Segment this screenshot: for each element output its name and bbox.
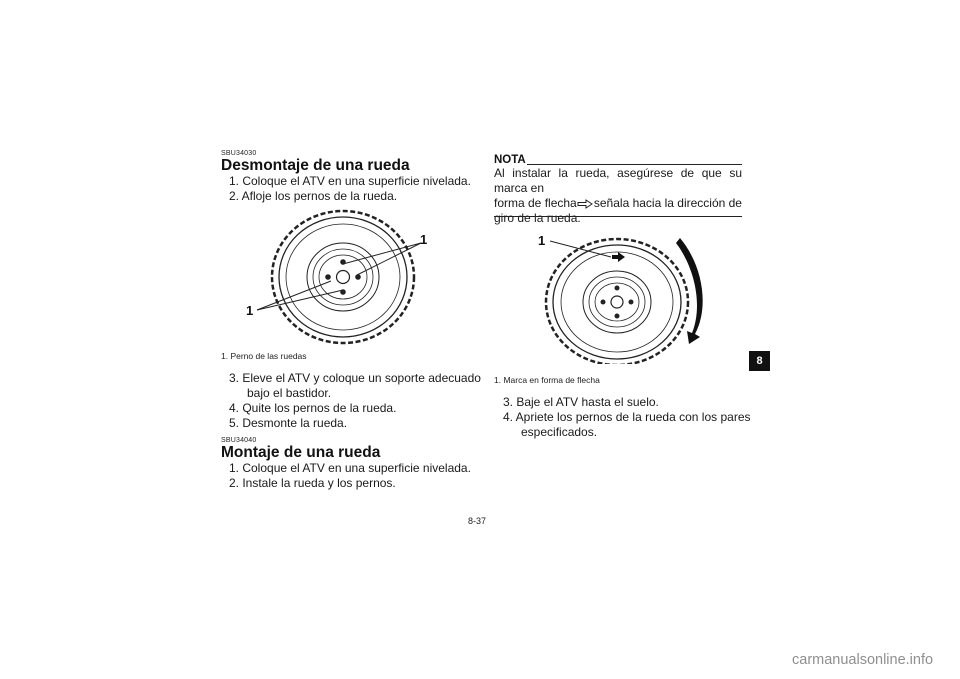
wheel-hub	[611, 296, 623, 308]
wheel-bolt	[601, 300, 606, 305]
note-line: Al instalar la rueda, asegúrese de que su marca en	[494, 166, 742, 195]
callout-number: 1	[420, 232, 428, 247]
wheel-bolt	[615, 314, 620, 319]
wheel-hub	[337, 271, 350, 284]
tire-inner-outline	[279, 217, 407, 337]
list-item: 2. Instale la rueda y los pernos.	[229, 476, 396, 490]
list-item: 3. Baje el ATV hasta el suelo.	[503, 395, 659, 409]
arrow-mark-icon	[612, 252, 625, 262]
list-item: 1. Coloque el ATV en una superficie nivelada.	[229, 174, 471, 188]
note-rule-bottom	[494, 216, 742, 217]
chapter-tab: 8	[749, 351, 770, 371]
section-code-installation: SBU34040	[221, 437, 257, 444]
callout-number: 1	[246, 303, 254, 318]
page-number: 8-37	[468, 516, 487, 526]
wheel-bolt	[615, 286, 620, 291]
wheel-bolt	[629, 300, 634, 305]
wheel-bolt	[325, 274, 331, 280]
heading-wheel-removal: Desmontaje de una rueda	[221, 157, 410, 174]
note-title: NOTA	[494, 154, 526, 166]
callout-number: 1	[538, 233, 546, 248]
list-item: 4. Quite los pernos de la rueda.	[229, 401, 397, 415]
list-item: 1. Coloque el ATV en una superficie nivelada.	[229, 461, 471, 475]
heading-wheel-installation: Montaje de una rueda	[221, 444, 381, 461]
tire-inner-outline	[553, 245, 681, 359]
note-line: forma de flecha	[494, 196, 577, 210]
tire-tread-outline	[272, 211, 414, 343]
outline-arrow-icon	[577, 199, 593, 209]
figure-caption: 1. Marca en forma de flecha	[494, 375, 600, 385]
note-body	[494, 166, 742, 226]
list-item: 4. Apriete los pernos de la rueda con los pares	[503, 410, 751, 424]
note-line: señala hacia la dirección de	[593, 196, 742, 210]
watermark-text: carmanualsonline.info	[792, 652, 934, 668]
wheel-bolts-figure	[235, 205, 435, 350]
list-item-continuation: especificados.	[521, 425, 598, 439]
note-line: giro de la rueda.	[494, 211, 581, 225]
list-item: 5. Desmonte la rueda.	[229, 416, 348, 430]
wheel-arrow-mark-figure	[530, 224, 720, 364]
note-rule-top	[527, 164, 742, 165]
section-code-removal: SBU34030	[221, 150, 257, 157]
figure-caption: 1. Perno de las ruedas	[221, 351, 307, 361]
list-item-continuation: bajo el bastidor.	[247, 386, 332, 400]
list-item: 3. Eleve el ATV y coloque un soporte adecuado	[229, 371, 481, 385]
list-item: 2. Afloje los pernos de la rueda.	[229, 189, 398, 203]
